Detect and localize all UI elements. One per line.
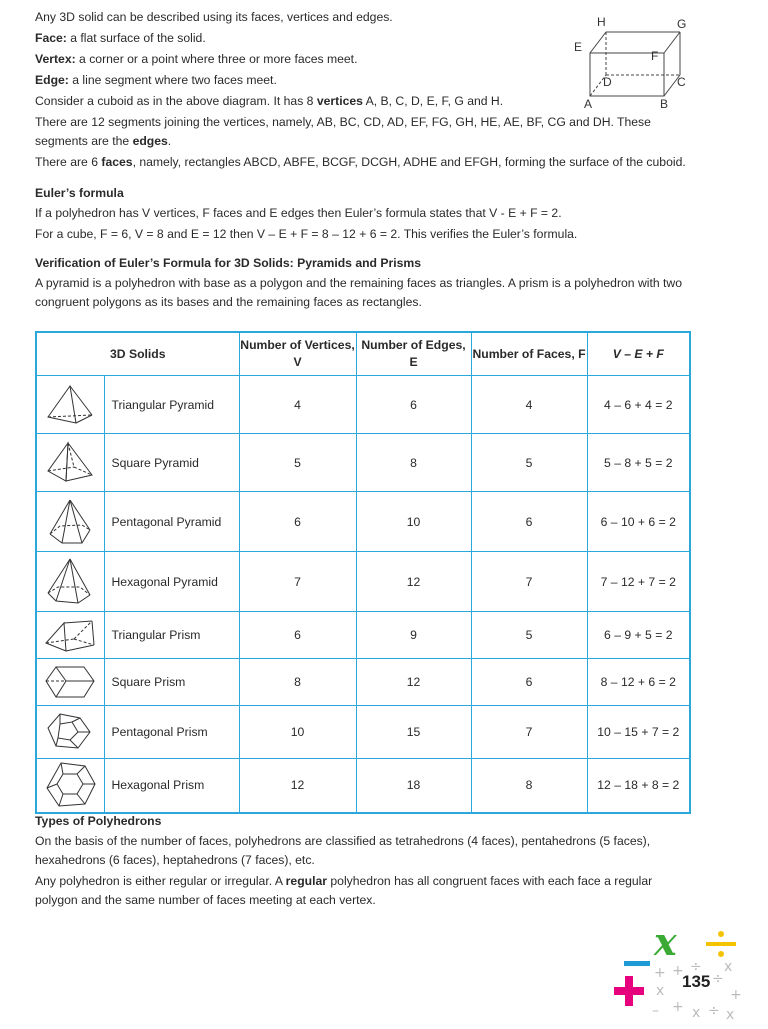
formula-result: 5 – 8 + 5 = 2 [587, 434, 690, 492]
solid-name: Hexagonal Prism [104, 759, 239, 813]
svg-text:x: x [692, 1005, 701, 1021]
header-vertices: Number of Vertices, V [239, 332, 356, 376]
page-number: 135 [682, 972, 711, 991]
solid-shape-cell [36, 659, 104, 706]
edges-value: 9 [356, 612, 471, 659]
face-term: Face: [35, 31, 67, 45]
svg-text:+: + [730, 987, 742, 1003]
solid-name: Triangular Prism [104, 612, 239, 659]
svg-text:+: + [672, 963, 684, 979]
formula-result: 8 – 12 + 6 = 2 [587, 659, 690, 706]
verification-heading: Verification of Euler’s Formula for 3D Solids: Pyramids and Prisms [35, 256, 422, 270]
svg-text:x: x [654, 925, 677, 964]
vertex-term: Vertex: [35, 52, 76, 66]
vertices-value: 4 [239, 376, 356, 434]
vertices-value: 8 [239, 659, 356, 706]
solid-name: Square Pyramid [104, 434, 239, 492]
types-heading: Types of Polyhedrons [35, 814, 162, 828]
cuboid-diagram [568, 10, 698, 110]
pentagonal-prism-icon [37, 710, 104, 754]
svg-text:÷: ÷ [712, 971, 724, 987]
cuboid-label-f: F [651, 49, 659, 63]
types-paragraph-2 [35, 872, 691, 910]
cuboid-label-c: C [677, 75, 686, 89]
table-header-row [36, 332, 690, 376]
vertices-value: 6 [239, 492, 356, 552]
svg-text:+: + [672, 999, 684, 1015]
header-formula: V – E + F [587, 332, 690, 376]
vertex-def: a corner or a point where three or more faces meet. [75, 52, 358, 66]
segments-pre: There are 12 segments joining the vertices, namely, AB, BC, CD, AD, EF, FG, GH, HE, AE, BF, CG and DH. These segments are the [35, 115, 651, 148]
pentagonal-pyramid-icon [37, 498, 104, 546]
svg-text:x: x [726, 1007, 735, 1023]
cuboid-label-b: B [660, 97, 669, 110]
header-edges: Number of Edges, E [356, 332, 471, 376]
edges-value: 18 [356, 759, 471, 813]
vertices-value: 6 [239, 612, 356, 659]
edge-term: Edge: [35, 73, 69, 87]
formula-result: 10 – 15 + 7 = 2 [587, 706, 690, 759]
faces-value: 5 [471, 612, 587, 659]
faces-text [35, 153, 691, 172]
triangular-prism-icon [37, 615, 104, 655]
faces-value: 4 [471, 376, 587, 434]
solid-name: Pentagonal Prism [104, 706, 239, 759]
formula-result: 12 – 18 + 8 = 2 [587, 759, 690, 813]
cuboid-label-a: A [584, 97, 593, 110]
square-pyramid-icon [37, 441, 104, 485]
euler-statement: If a polyhedron has V vertices, F faces and E edges then Euler’s formula states that V - E + F = 2. [35, 206, 562, 220]
cuboid-post: A, B, C, D, E, F, G and H. [362, 94, 504, 108]
edges-value: 10 [356, 492, 471, 552]
face-definition [35, 29, 555, 48]
table-row [36, 376, 690, 434]
vertices-value: 7 [239, 552, 356, 612]
cuboid-bold: vertices [316, 94, 363, 108]
types-para2-bold: regular [285, 874, 327, 888]
segments-bold: edges [132, 134, 168, 148]
cuboid-vertices-text [35, 92, 555, 111]
euler-cube-example: For a cube, F = 6, V = 8 and E = 12 then V – E + F = 8 – 12 + 6 = 2. This verifies the Euler’s formula. [35, 227, 578, 241]
svg-text:x: x [724, 959, 733, 975]
vertices-value: 12 [239, 759, 356, 813]
verification-paragraph: A pyramid is a polyhedron with base as a polygon and the remaining faces as triangles. A prism is a polyhedron with two congruent polygons as its bases and the remaining faces as rectangles. [35, 276, 682, 309]
edges-value: 15 [356, 706, 471, 759]
svg-text:÷: ÷ [690, 959, 702, 975]
vertex-definition [35, 50, 555, 69]
cuboid-label-d: D [603, 75, 612, 89]
formula-result: 6 – 10 + 6 = 2 [587, 492, 690, 552]
cuboid-label-h: H [597, 15, 606, 29]
faces-value: 6 [471, 492, 587, 552]
header-3d-solids: 3D Solids [36, 332, 239, 376]
header-faces: Number of Faces, F [471, 332, 587, 376]
faces-value: 7 [471, 706, 587, 759]
faces-value: 6 [471, 659, 587, 706]
formula-result: 7 – 12 + 7 = 2 [587, 552, 690, 612]
edges-value: 12 [356, 552, 471, 612]
table-row [36, 552, 690, 612]
solid-name: Hexagonal Pyramid [104, 552, 239, 612]
solid-name: Pentagonal Pyramid [104, 492, 239, 552]
types-section [35, 812, 691, 910]
solid-shape-cell [36, 492, 104, 552]
svg-text:÷: ÷ [708, 1003, 720, 1019]
segments-text [35, 113, 691, 151]
intro-line: Any 3D solid can be described using its faces, vertices and edges. [35, 10, 393, 24]
faces-bold: faces [101, 155, 133, 169]
vertices-value: 5 [239, 434, 356, 492]
edge-definition [35, 71, 555, 90]
solid-shape-cell [36, 376, 104, 434]
euler-verification-table [35, 331, 691, 814]
types-para2-pre: Any polyhedron is either regular or irregular. A [35, 874, 286, 888]
formula-result: 4 – 6 + 4 = 2 [587, 376, 690, 434]
table-row [36, 612, 690, 659]
segments-post: . [167, 134, 172, 148]
edges-value: 8 [356, 434, 471, 492]
solid-shape-cell [36, 706, 104, 759]
solid-shape-cell [36, 552, 104, 612]
table-row [36, 434, 690, 492]
solid-shape-cell [36, 612, 104, 659]
face-def: a flat surface of the solid. [66, 31, 206, 45]
cuboid-label-g: G [677, 17, 687, 31]
svg-text:x: x [656, 983, 665, 999]
triangular-pyramid-icon [37, 383, 104, 427]
table-row [36, 659, 690, 706]
types-para2-post: polyhedron has all congruent faces with each face a regular polygon and the same number of faces meeting at each vertex. [35, 874, 653, 907]
table-row [36, 759, 690, 813]
table-row [36, 492, 690, 552]
formula-result: 6 – 9 + 5 = 2 [587, 612, 690, 659]
solid-shape-cell [36, 759, 104, 813]
solid-name: Triangular Pyramid [104, 376, 239, 434]
cuboid-label-e: E [574, 40, 583, 54]
faces-pre: There are 6 [35, 155, 102, 169]
hexagonal-pyramid-icon [37, 557, 104, 607]
faces-value: 8 [471, 759, 587, 813]
euler-heading: Euler’s formula [35, 186, 124, 200]
vertices-value: 10 [239, 706, 356, 759]
square-prism-icon [37, 663, 104, 701]
faces-value: 7 [471, 552, 587, 612]
types-paragraph-1: On the basis of the number of faces, polyhedrons are classified as tetrahedrons (4 faces), pentahedrons (5 faces), hexahedrons (6 faces), heptahedrons (7 faces), etc. [35, 834, 651, 867]
table-row [36, 706, 690, 759]
edge-def: a line segment where two faces meet. [68, 73, 277, 87]
faces-post: , namely, rectangles ABCD, ABFE, BCGF, DCGH, ADHE and EFGH, forming the surface of the cuboid. [132, 155, 686, 169]
svg-text:+: + [654, 965, 666, 981]
faces-value: 5 [471, 434, 587, 492]
solid-name: Square Prism [104, 659, 239, 706]
cuboid-pre: Consider a cuboid as in the above diagram. It has 8 [35, 94, 317, 108]
svg-text:–: – [652, 1003, 659, 1019]
edges-value: 12 [356, 659, 471, 706]
hexagonal-prism-icon [37, 760, 104, 810]
solid-shape-cell [36, 434, 104, 492]
edges-value: 6 [356, 376, 471, 434]
